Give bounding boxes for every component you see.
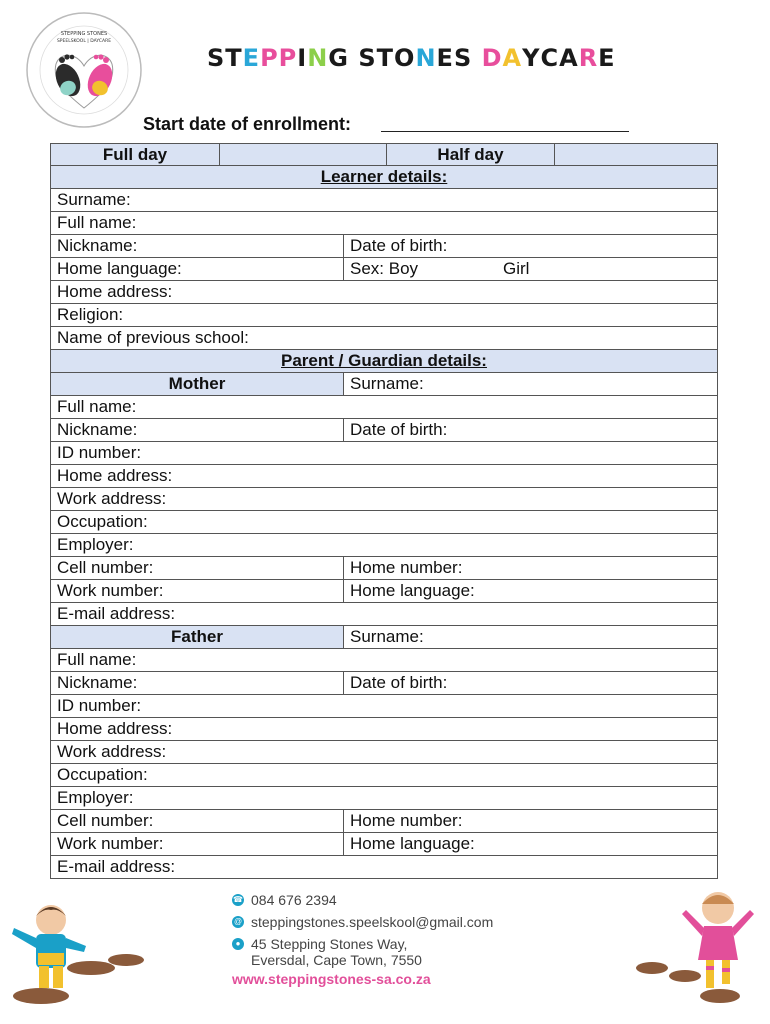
father-id-label: ID number:	[57, 696, 142, 715]
form-row[interactable]	[50, 649, 718, 672]
form-row[interactable]	[50, 741, 718, 764]
start-date-field[interactable]	[381, 131, 629, 132]
form-row[interactable]	[50, 718, 718, 741]
title-letter: C	[540, 44, 560, 72]
sex-boy-label[interactable]: Sex: Boy	[343, 258, 493, 280]
child-illustration-right	[630, 888, 770, 1008]
title-letter: S	[358, 44, 377, 72]
father-heading: Father	[51, 626, 343, 648]
contact-info	[232, 892, 493, 974]
title-letter: Y	[522, 44, 541, 72]
mother-occupation-label: Occupation:	[57, 512, 148, 531]
father-home-number-label[interactable]: Home number:	[343, 810, 719, 832]
form-row[interactable]	[50, 787, 718, 810]
form-row[interactable]	[50, 695, 718, 718]
title-letter: E	[436, 44, 454, 72]
website-link[interactable]: www.steppingstones-sa.co.za	[232, 971, 431, 987]
contact-email[interactable]: steppingstones.speelskool@gmail.com	[251, 914, 494, 930]
mother-heading: Mother	[51, 373, 343, 395]
form-row[interactable]	[50, 511, 718, 534]
form-row[interactable]	[50, 534, 718, 557]
mother-home-address-label: Home address:	[57, 466, 173, 485]
form-row[interactable]	[50, 764, 718, 787]
title-letter: I	[297, 44, 308, 72]
father-home-language-label[interactable]: Home language:	[343, 833, 719, 855]
form-row	[50, 258, 718, 281]
learner-nickname-label[interactable]: Nickname:	[57, 236, 138, 255]
email-icon: @	[233, 917, 243, 926]
section-header	[50, 166, 718, 189]
title-letter: S	[453, 44, 473, 72]
father-occupation-label: Occupation:	[57, 765, 148, 784]
address-line-1: 45 Stepping Stones Way,	[251, 936, 408, 952]
title-letter	[349, 44, 358, 72]
attendance-row	[50, 143, 718, 166]
title-letter	[472, 44, 481, 72]
mother-nickname-label[interactable]: Nickname:	[57, 420, 138, 439]
half-day-label: Half day	[386, 144, 554, 166]
title-letter: D	[481, 44, 503, 72]
mother-home-number-label[interactable]: Home number:	[343, 557, 719, 579]
mother-home-language-label[interactable]: Home language:	[343, 580, 719, 602]
title-letter: S	[207, 44, 226, 72]
form-row[interactable]	[50, 465, 718, 488]
title-letter: A	[559, 44, 579, 72]
address-line-2: Eversdal, Cape Town, 7550	[251, 952, 422, 968]
mother-surname-label[interactable]: Surname:	[343, 373, 719, 395]
page-title	[207, 44, 616, 72]
svg-text:SPEELSKOOL | DAYCARE: SPEELSKOOL | DAYCARE	[56, 39, 112, 44]
previous-school-label: Name of previous school:	[57, 328, 249, 347]
form-row[interactable]	[50, 281, 718, 304]
mother-work-address-label: Work address:	[57, 489, 167, 508]
contact-phone: 084 676 2394	[251, 892, 337, 908]
mother-employer-label: Employer:	[57, 535, 134, 554]
father-work-number-label[interactable]: Work number:	[57, 834, 164, 853]
form-row[interactable]	[50, 856, 718, 879]
title-letter: N	[415, 44, 437, 72]
title-letter: E	[598, 44, 616, 72]
full-day-checkbox[interactable]	[219, 144, 386, 166]
sex-girl-label[interactable]: Girl	[503, 259, 530, 278]
phone-icon: ☎	[233, 895, 243, 904]
form-row[interactable]	[50, 442, 718, 465]
form-row[interactable]	[50, 488, 718, 511]
father-dob-label[interactable]: Date of birth:	[343, 672, 719, 694]
form-row	[50, 557, 718, 580]
mother-dob-label[interactable]: Date of birth:	[343, 419, 719, 441]
father-home-address-label: Home address:	[57, 719, 173, 738]
form-row	[50, 419, 718, 442]
form-row	[50, 580, 718, 603]
mother-id-label: ID number:	[57, 443, 142, 462]
learner-full-name-label: Full name:	[57, 213, 137, 232]
learner-home-address-label: Home address:	[57, 282, 173, 301]
title-letter: P	[260, 44, 279, 72]
stepping-stones-logo	[24, 10, 144, 130]
form-row	[50, 626, 718, 649]
form-row[interactable]	[50, 212, 718, 235]
title-letter: T	[376, 44, 395, 72]
title-letter: G	[328, 44, 349, 72]
father-employer-label: Employer:	[57, 788, 134, 807]
title-letter: E	[242, 44, 261, 72]
father-work-address-label: Work address:	[57, 742, 167, 761]
title-letter: T	[225, 44, 243, 72]
form-row	[50, 373, 718, 396]
learner-dob-label[interactable]: Date of birth:	[343, 235, 719, 257]
form-row[interactable]	[50, 603, 718, 626]
form-row[interactable]	[50, 189, 718, 212]
title-letter: N	[307, 44, 329, 72]
section-header	[50, 350, 718, 373]
form-row[interactable]	[50, 327, 718, 350]
father-cell-label[interactable]: Cell number:	[57, 811, 154, 830]
mother-cell-label[interactable]: Cell number:	[57, 558, 154, 577]
form-row	[50, 235, 718, 258]
form-row[interactable]	[50, 304, 718, 327]
form-row	[50, 672, 718, 695]
form-row	[50, 810, 718, 833]
learner-details-heading: Learner details:	[320, 167, 448, 186]
contact-address	[251, 936, 422, 968]
form-row[interactable]	[50, 396, 718, 419]
learner-home-language-label[interactable]: Home language:	[57, 259, 182, 278]
title-letter: P	[278, 44, 298, 72]
start-date-label: Start date of enrollment:	[143, 114, 352, 134]
title-letter: O	[394, 44, 416, 72]
mother-full-name-label: Full name:	[57, 397, 137, 416]
title-letter: R	[578, 44, 599, 72]
half-day-checkbox[interactable]	[554, 144, 719, 166]
form-row	[50, 833, 718, 856]
parent-details-heading: Parent / Guardian details:	[281, 351, 487, 370]
learner-surname-label: Surname:	[57, 190, 131, 209]
mother-email-label: E-mail address:	[57, 604, 176, 623]
svg-text:STEPPING STONES: STEPPING STONES	[60, 31, 108, 37]
father-nickname-label[interactable]: Nickname:	[57, 673, 138, 692]
father-full-name-label: Full name:	[57, 650, 137, 669]
location-pin-icon: ●	[232, 938, 244, 950]
full-day-label: Full day	[102, 145, 168, 164]
child-illustration-left	[6, 898, 156, 1008]
father-surname-label[interactable]: Surname:	[343, 626, 719, 648]
mother-work-number-label[interactable]: Work number:	[57, 581, 164, 600]
title-letter: A	[502, 44, 523, 72]
religion-label: Religion:	[57, 305, 124, 324]
father-email-label: E-mail address:	[57, 857, 176, 876]
